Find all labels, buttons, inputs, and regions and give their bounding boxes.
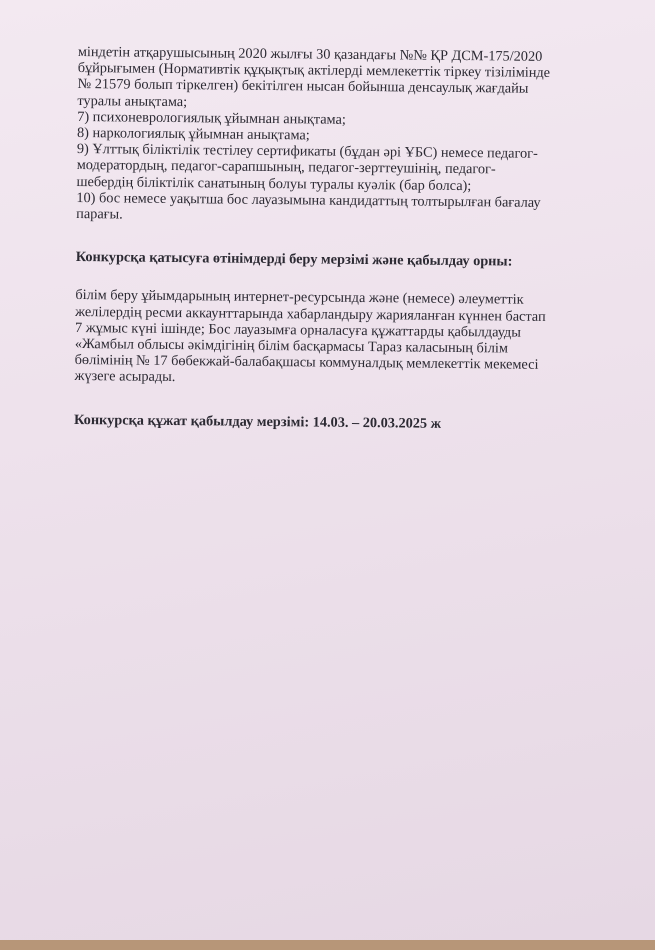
paragraph-submission [74,287,610,390]
text-line: туралы анықтама; [77,92,188,110]
text-line: шебердің біліктілік санатының болуы туралы куәлік (бар болса); [76,173,472,194]
text-line: «Жамбыл облысы әкімдігінің білім басқармасы Тараз каласының білім [74,336,509,357]
deadline-heading: Конкурсқа құжат қабылдау мерзімі: 14.03. – 20.03.2025 ж [73,411,442,432]
text-line: 7 жұмыс күні ішінде; Бос лауазымға орналасуға құжаттарды қабылдауды [74,319,521,341]
document-text [74,44,613,433]
submission-place-heading: Конкурсқа қатысуға өтінімдерді беру мерзімі және қабылдау орны: [75,249,513,270]
list-item: 10) бос немесе уақытша бос лауазымына кандидаттың толтырылған бағалау [76,189,541,211]
text-line: бұйрығымен (Нормативтік құқықтық актілерді мемлекеттік тіркеу тізілімінде [77,60,551,82]
list-item: 9) Ұлттық біліктілік тестілеу сертификаты (бұдан әрі ҰБС) немесе педагог- [76,141,538,163]
text-line: жүзеге асырады. [74,368,176,386]
text-line: парағы. [76,206,123,223]
text-line: желілердің ресми аккаунттарында хабарландыру жарияланған күннен бастап [75,303,546,325]
text-line: № 21579 болып тіркелген) бекітілген нысан бойынша денсаулық жағдайы [77,76,529,98]
text-line: міндетін атқарушысының 2020 жылғы 30 қазандағы №№ ҚР ДСМ-175/2020 [77,44,543,65]
paragraph-requirements [76,44,613,228]
text-line: білім беру ұйымдарының интернет-ресурсында және (немесе) әлеуметтік [75,287,524,309]
text-line: бөлімінің № 17 бөбекжай-балабақшасы коммуналдық мемлекеттік мекемесі [74,352,539,374]
list-item: 7) психоневрологиялық ұйымнан анықтама; [77,108,346,128]
table-surface [0,940,655,950]
text-line: модератордың, педагог-сарапшының, педагог-зерттеушінің, педагог- [76,157,496,178]
list-item: 8) наркологиялық ұйымнан анықтама; [76,125,310,144]
